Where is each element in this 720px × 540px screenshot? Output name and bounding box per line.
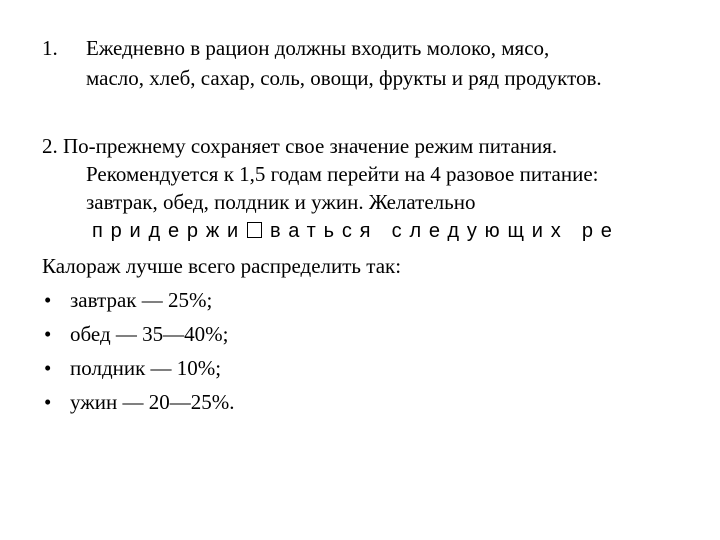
bullet-icon: • <box>44 322 52 346</box>
item2-line1: 2. По-прежнему сохраняет свое значение режим питания. <box>42 134 558 158</box>
item1-line2: масло, хлеб, сахар, соль, овощи, фрукты и ряд продуктов. <box>86 66 602 90</box>
missing-glyph-box-icon <box>247 222 262 238</box>
spaced-text-part1: придержи <box>92 220 246 242</box>
calories-heading: Калораж лучше всего распределить так: <box>42 254 402 278</box>
calorie-item-breakfast: завтрак — 25%; <box>70 288 213 312</box>
calorie-item-lunch: обед — 35—40%; <box>70 322 229 346</box>
bullet-icon: • <box>44 356 52 380</box>
calorie-item-snack: полдник — 10%; <box>70 356 222 380</box>
bullet-icon: • <box>44 390 52 414</box>
item1-line1: Ежедневно в рацион должны входить молоко, мясо, <box>86 36 550 60</box>
calorie-item-dinner: ужин — 20—25%. <box>70 390 235 414</box>
item2-line3: завтрак, обед, полдник и ужин. Желательно <box>86 190 476 214</box>
spaced-text-part2: ваться следующих ре <box>270 220 620 242</box>
item2-line2: Рекомендуется к 1,5 годам перейти на 4 разовое питание: <box>86 162 599 186</box>
item2-spaced-line <box>92 219 620 243</box>
list-number-1: 1. <box>42 36 58 60</box>
bullet-icon: • <box>44 288 52 312</box>
